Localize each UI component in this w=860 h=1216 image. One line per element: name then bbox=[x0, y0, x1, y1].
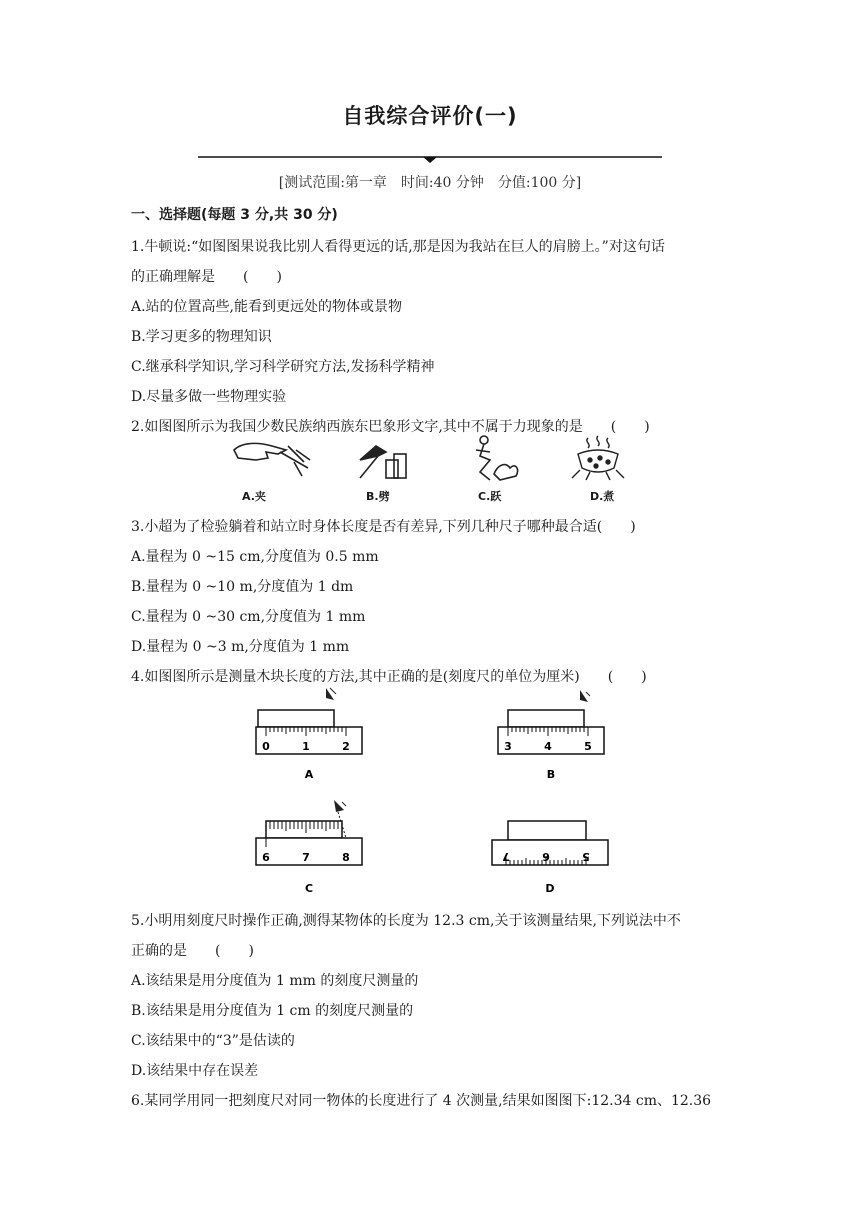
q3-option-a: A.量程为 0 ~15 cm,分度值为 0.5 mm bbox=[131, 549, 379, 565]
ruler-c-tick-label: 7 bbox=[302, 851, 310, 864]
glyph-caption-a: A.夹 bbox=[242, 490, 266, 503]
ruler-figure-a bbox=[254, 686, 364, 780]
ruler-a-svg bbox=[254, 686, 364, 780]
ruler-d-label: D bbox=[545, 882, 555, 895]
eye-icon bbox=[334, 800, 346, 812]
ruler-c-tick-label: 8 bbox=[342, 851, 350, 864]
q5-stem-line2: 正确的是 ( ) bbox=[131, 943, 254, 959]
ruler-figure-b bbox=[496, 686, 606, 780]
ruler-c-label: C bbox=[304, 882, 314, 895]
ruler-a-tick-label: 0 bbox=[262, 740, 270, 753]
ruler-b-tick-label: 4 bbox=[544, 740, 552, 753]
dongba-glyphs-figure bbox=[228, 432, 648, 506]
q1-option-c: C.继承科学知识,学习科学研究方法,发扬科学精神 bbox=[131, 359, 435, 375]
eye-icon bbox=[580, 690, 590, 702]
glyph-caption-b: B.劈 bbox=[366, 490, 390, 503]
ruler-d-tick-label: 7 bbox=[502, 850, 510, 863]
glyph-d-boil-icon bbox=[572, 436, 624, 480]
q3-stem: 3.小超为了检验躺着和站立时身体长度是否有差异,下列几种尺子哪种最合适( ) bbox=[131, 519, 636, 535]
q6-stem-line1: 6.某同学用同一把刻度尺对同一物体的长度进行了 4 次测量,结果如图图下:12.34 cm、12.36 bbox=[131, 1093, 712, 1109]
q5-stem-line1: 5.小明用刻度尺时操作正确,测得某物体的长度为 12.3 cm,关于该测量结果,下列说法中不 bbox=[131, 913, 681, 929]
eye-icon bbox=[326, 688, 336, 700]
glyph-caption-d: D.煮 bbox=[590, 490, 615, 503]
ruler-a-tick-label: 1 bbox=[302, 740, 310, 753]
glyph-b-chop-icon bbox=[360, 446, 406, 478]
ruler-b-tick-label: 3 bbox=[504, 740, 512, 753]
ruler-a-label: A bbox=[304, 768, 314, 780]
ruler-d-svg bbox=[490, 798, 610, 896]
q1-option-b: B.学习更多的物理知识 bbox=[131, 329, 272, 345]
ruler-b-tick-label: 5 bbox=[584, 740, 592, 753]
q4-stem: 4.如图图所示是测量木块长度的方法,其中正确的是(刻度尺的单位为厘米) ( ) bbox=[131, 669, 647, 685]
ruler-b-svg bbox=[496, 686, 606, 780]
q1-option-d: D.尽量多做一些物理实验 bbox=[131, 389, 287, 405]
ruler-b-label: B bbox=[546, 768, 556, 780]
q5-option-a: A.该结果是用分度值为 1 mm 的刻度尺测量的 bbox=[131, 973, 419, 989]
page-title: 自我综合评价(一) bbox=[342, 104, 518, 128]
ruler-figure-c bbox=[254, 798, 364, 896]
ruler-figure-d bbox=[490, 798, 610, 896]
q3-option-c: C.量程为 0 ~30 cm,分度值为 1 mm bbox=[131, 609, 366, 625]
ruler-c-block bbox=[266, 821, 342, 838]
ruler-d-tick-label: 5 bbox=[582, 850, 590, 863]
ruler-c-tick-label: 6 bbox=[262, 851, 270, 864]
q1-stem-line2: 的正确理解是 ( ) bbox=[131, 269, 282, 285]
q2-stem: 2.如图图所示为我国少数民族纳西族东巴象形文字,其中不属于力现象的是 ( ) bbox=[131, 419, 650, 435]
section-heading: 一、选择题(每题 3 分,共 30 分) bbox=[131, 207, 338, 223]
ruler-a-block bbox=[258, 710, 334, 727]
q1-option-a: A.站的位置高些,能看到更远处的物体或景物 bbox=[131, 299, 403, 315]
glyph-caption-c: C.跃 bbox=[478, 490, 502, 503]
ruler-c-svg bbox=[254, 798, 364, 896]
exam-meta: [测试范围:第一章 时间:40 分钟 分值:100 分] bbox=[278, 175, 582, 191]
q1-stem-line1: 1.牛顿说:“如图图果说我比别人看得更远的话,那是因为我站在巨人的肩膀上。”对这句话 bbox=[131, 239, 665, 255]
glyph-a-clip-icon bbox=[234, 443, 310, 476]
ruler-b-block bbox=[508, 710, 584, 727]
ruler-a-tick-label: 2 bbox=[342, 740, 350, 753]
q3-option-b: B.量程为 0 ~10 m,分度值为 1 dm bbox=[131, 579, 354, 595]
ruler-d-tick-label: 6 bbox=[542, 850, 550, 863]
q3-option-d: D.量程为 0 ~3 m,分度值为 1 mm bbox=[131, 639, 350, 655]
q5-option-c: C.该结果中的“3”是估读的 bbox=[131, 1033, 295, 1049]
title-divider bbox=[198, 150, 662, 164]
ruler-d-block bbox=[508, 821, 586, 840]
q5-option-b: B.该结果是用分度值为 1 cm 的刻度尺测量的 bbox=[131, 1003, 414, 1019]
q5-option-d: D.该结果中存在误差 bbox=[131, 1063, 259, 1079]
dongba-glyphs-svg bbox=[228, 432, 648, 506]
glyph-c-leap-icon bbox=[476, 436, 518, 480]
